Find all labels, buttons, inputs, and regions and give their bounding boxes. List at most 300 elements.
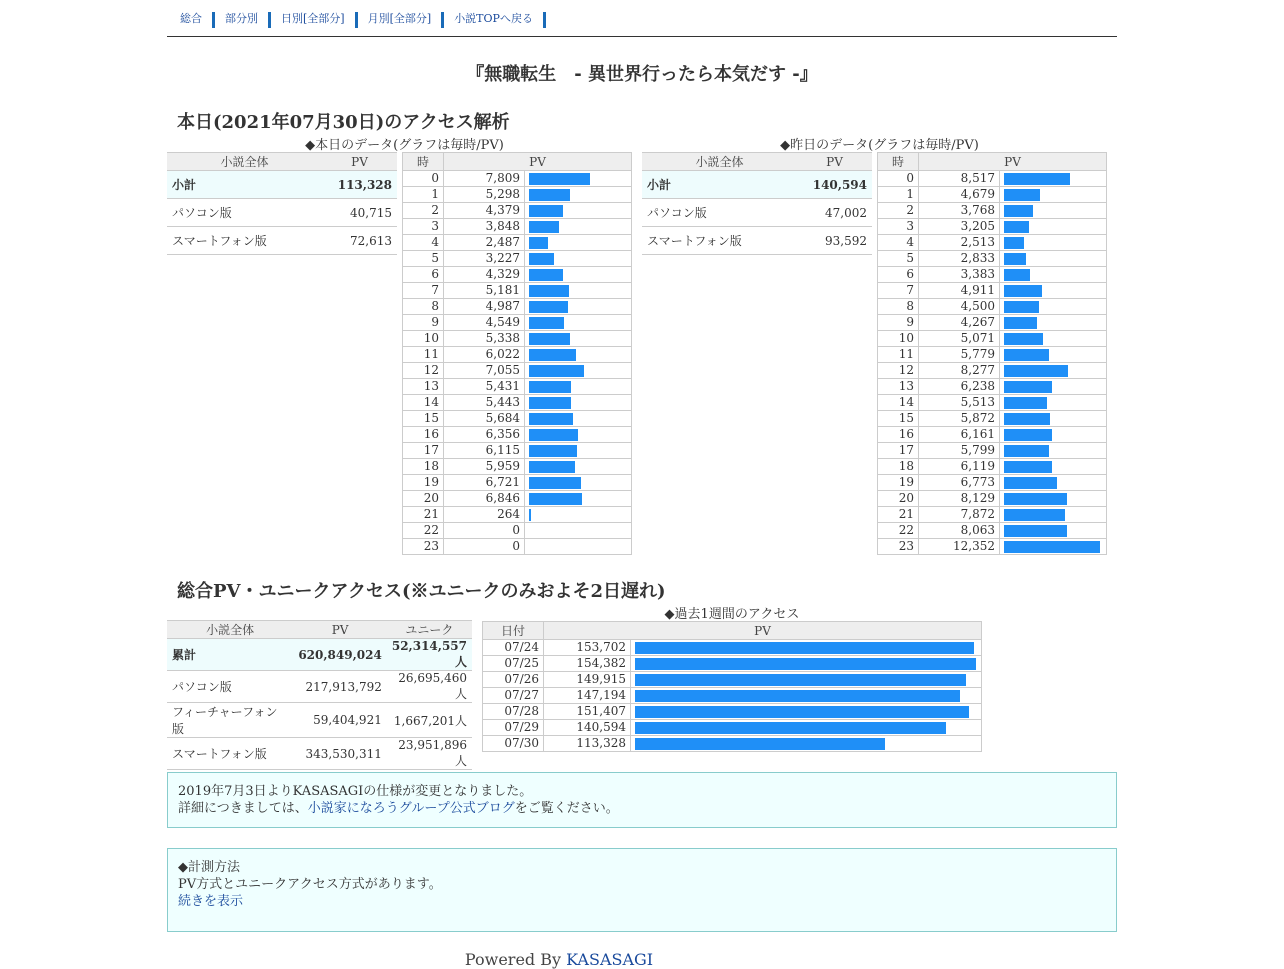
table-row bbox=[167, 639, 472, 671]
bar-cell bbox=[525, 331, 632, 347]
table-row bbox=[642, 171, 872, 199]
bar bbox=[635, 706, 969, 718]
row-pv: 59,404,921 bbox=[293, 703, 387, 738]
value-label: 7,809 bbox=[444, 171, 525, 187]
footer-prefix: Powered By bbox=[464, 950, 567, 969]
bar-cell bbox=[525, 235, 632, 251]
value-label: 113,328 bbox=[544, 736, 631, 752]
bar-cell bbox=[525, 251, 632, 267]
table-row bbox=[483, 704, 982, 720]
table-row bbox=[878, 219, 1107, 235]
bar-cell bbox=[525, 219, 632, 235]
col-pv: PV bbox=[544, 622, 982, 640]
bar bbox=[1004, 429, 1052, 441]
category-label: 07/25 bbox=[483, 656, 544, 672]
table-row bbox=[403, 395, 632, 411]
bar bbox=[635, 658, 976, 670]
table-row bbox=[878, 459, 1107, 475]
bar-cell bbox=[1000, 171, 1107, 187]
table-row bbox=[878, 395, 1107, 411]
category-label: 4 bbox=[878, 235, 919, 251]
bar-cell bbox=[1000, 523, 1107, 539]
table-row bbox=[403, 443, 632, 459]
bar bbox=[1004, 301, 1039, 313]
value-label: 153,702 bbox=[544, 640, 631, 656]
category-label: 07/28 bbox=[483, 704, 544, 720]
value-label: 12,352 bbox=[919, 539, 1000, 555]
bar-cell bbox=[525, 347, 632, 363]
row-label: 小計 bbox=[167, 171, 322, 199]
col-pv: PV bbox=[797, 153, 872, 171]
value-label: 4,987 bbox=[444, 299, 525, 315]
bar bbox=[1004, 285, 1042, 297]
bar bbox=[1004, 509, 1065, 521]
bar-cell bbox=[1000, 267, 1107, 283]
category-label: 8 bbox=[403, 299, 444, 315]
category-label: 22 bbox=[878, 523, 919, 539]
table-row bbox=[878, 411, 1107, 427]
table-row bbox=[483, 720, 982, 736]
bar bbox=[1004, 349, 1049, 361]
bar-cell bbox=[1000, 427, 1107, 443]
category-label: 6 bbox=[403, 267, 444, 283]
col-pv: PV bbox=[444, 153, 632, 171]
bar-cell bbox=[525, 187, 632, 203]
value-label: 7,055 bbox=[444, 363, 525, 379]
nav-by-part[interactable]: 部分別 bbox=[225, 12, 271, 28]
bar-cell bbox=[1000, 203, 1107, 219]
value-label: 5,181 bbox=[444, 283, 525, 299]
value-label: 4,679 bbox=[919, 187, 1000, 203]
table-row bbox=[403, 219, 632, 235]
bar bbox=[529, 509, 531, 521]
bar-cell bbox=[1000, 219, 1107, 235]
notice-line2-pre: 詳細につきましては、 bbox=[178, 801, 308, 816]
category-label: 1 bbox=[403, 187, 444, 203]
value-label: 3,848 bbox=[444, 219, 525, 235]
bar bbox=[1004, 365, 1068, 377]
col-all: 小説全体 bbox=[167, 621, 293, 639]
category-label: 19 bbox=[878, 475, 919, 491]
bar bbox=[635, 738, 885, 750]
page-container bbox=[167, 0, 1117, 909]
table-row bbox=[403, 235, 632, 251]
bar bbox=[529, 317, 564, 329]
value-label: 2,513 bbox=[919, 235, 1000, 251]
value-label: 8,517 bbox=[919, 171, 1000, 187]
category-label: 0 bbox=[878, 171, 919, 187]
bar-cell bbox=[1000, 395, 1107, 411]
row-value: 140,594 bbox=[797, 171, 872, 199]
category-label: 07/30 bbox=[483, 736, 544, 752]
bar bbox=[1004, 381, 1052, 393]
bar-cell bbox=[525, 443, 632, 459]
table-row bbox=[642, 199, 872, 227]
table-row bbox=[878, 251, 1107, 267]
col-all: 小説全体 bbox=[167, 153, 322, 171]
table-row bbox=[403, 411, 632, 427]
row-value: 93,592 bbox=[797, 227, 872, 255]
bar-cell bbox=[525, 171, 632, 187]
value-label: 5,071 bbox=[919, 331, 1000, 347]
col-hour: 時 bbox=[403, 153, 444, 171]
table-row bbox=[403, 459, 632, 475]
table-row bbox=[403, 379, 632, 395]
table-row bbox=[167, 671, 472, 703]
bar-cell bbox=[631, 720, 982, 736]
category-label: 6 bbox=[878, 267, 919, 283]
bar bbox=[1004, 541, 1100, 553]
spec-change-notice bbox=[167, 772, 1117, 828]
notice-line2 bbox=[178, 800, 1106, 817]
category-label: 17 bbox=[403, 443, 444, 459]
value-label: 140,594 bbox=[544, 720, 631, 736]
table-row bbox=[483, 656, 982, 672]
table-row bbox=[483, 640, 982, 656]
novel-title: 『無職転生 - 異世界行ったら本気だす -』 bbox=[466, 64, 818, 85]
table-row bbox=[483, 736, 982, 752]
measurement-text: PV方式とユニークアクセス方式があります。 bbox=[178, 877, 442, 892]
bar-cell bbox=[631, 656, 982, 672]
category-label: 21 bbox=[878, 507, 919, 523]
value-label: 6,846 bbox=[444, 491, 525, 507]
bar bbox=[1004, 461, 1052, 473]
bar-cell bbox=[1000, 491, 1107, 507]
bar-cell bbox=[525, 315, 632, 331]
bar bbox=[1004, 189, 1040, 201]
value-label: 3,227 bbox=[444, 251, 525, 267]
value-label: 8,129 bbox=[919, 491, 1000, 507]
value-label: 2,833 bbox=[919, 251, 1000, 267]
value-label: 5,298 bbox=[444, 187, 525, 203]
row-pv: 343,530,311 bbox=[293, 738, 387, 770]
bar bbox=[529, 365, 584, 377]
value-label: 5,779 bbox=[919, 347, 1000, 363]
col-all: 小説全体 bbox=[642, 153, 797, 171]
category-label: 11 bbox=[403, 347, 444, 363]
value-label: 4,500 bbox=[919, 299, 1000, 315]
bar bbox=[1004, 173, 1070, 185]
table-row bbox=[403, 491, 632, 507]
category-label: 0 bbox=[403, 171, 444, 187]
bar-cell bbox=[1000, 187, 1107, 203]
bar-cell bbox=[631, 640, 982, 656]
table-row bbox=[878, 267, 1107, 283]
top-nav bbox=[167, 0, 1117, 37]
col-pv: PV bbox=[322, 153, 397, 171]
bar bbox=[635, 642, 974, 654]
bar-cell bbox=[525, 539, 632, 555]
table-row bbox=[878, 443, 1107, 459]
kasasagi-link[interactable]: KASASAGI bbox=[566, 950, 654, 969]
value-label: 147,194 bbox=[544, 688, 631, 704]
table-row bbox=[878, 379, 1107, 395]
bar bbox=[529, 189, 570, 201]
table-row bbox=[878, 283, 1107, 299]
bar-cell bbox=[525, 491, 632, 507]
value-label: 3,205 bbox=[919, 219, 1000, 235]
category-label: 20 bbox=[403, 491, 444, 507]
table-row bbox=[403, 315, 632, 331]
bar-cell bbox=[1000, 379, 1107, 395]
bar-cell bbox=[525, 507, 632, 523]
row-value: 47,002 bbox=[797, 199, 872, 227]
bar-cell bbox=[525, 299, 632, 315]
category-label: 8 bbox=[878, 299, 919, 315]
value-label: 4,549 bbox=[444, 315, 525, 331]
category-label: 12 bbox=[403, 363, 444, 379]
table-row bbox=[403, 475, 632, 491]
today-hourly-table bbox=[402, 152, 632, 555]
category-label: 22 bbox=[403, 523, 444, 539]
bar-cell bbox=[525, 395, 632, 411]
bar-cell bbox=[1000, 331, 1107, 347]
today-summary-table bbox=[167, 152, 397, 255]
table-row bbox=[403, 299, 632, 315]
bar-cell bbox=[1000, 235, 1107, 251]
category-label: 14 bbox=[403, 395, 444, 411]
today-section-title: 本日(2021年07月30日)のアクセス解析 bbox=[177, 112, 510, 133]
bar bbox=[1004, 237, 1024, 249]
bar-cell bbox=[525, 267, 632, 283]
table-row bbox=[878, 523, 1107, 539]
value-label: 3,383 bbox=[919, 267, 1000, 283]
show-more-link[interactable]: 続きを表示 bbox=[178, 894, 244, 909]
category-label: 1 bbox=[878, 187, 919, 203]
bar-cell bbox=[1000, 443, 1107, 459]
category-label: 13 bbox=[878, 379, 919, 395]
value-label: 6,721 bbox=[444, 475, 525, 491]
category-label: 7 bbox=[403, 283, 444, 299]
bar-cell bbox=[631, 736, 982, 752]
bar bbox=[635, 722, 946, 734]
category-label: 17 bbox=[878, 443, 919, 459]
table-row bbox=[878, 315, 1107, 331]
weekly-table bbox=[482, 621, 982, 752]
bar bbox=[1004, 445, 1049, 457]
bar-cell bbox=[525, 203, 632, 219]
bar bbox=[529, 285, 569, 297]
category-label: 23 bbox=[878, 539, 919, 555]
category-label: 19 bbox=[403, 475, 444, 491]
table-row bbox=[878, 203, 1107, 219]
bar bbox=[529, 429, 578, 441]
table-row bbox=[167, 738, 472, 770]
table-row bbox=[403, 507, 632, 523]
col-unique: ユニーク bbox=[387, 621, 472, 639]
value-label: 6,119 bbox=[919, 459, 1000, 475]
bar bbox=[1004, 221, 1029, 233]
bar-cell bbox=[1000, 347, 1107, 363]
category-label: 18 bbox=[403, 459, 444, 475]
category-label: 10 bbox=[878, 331, 919, 347]
row-value: 72,613 bbox=[322, 227, 397, 255]
bar bbox=[635, 674, 966, 686]
value-label: 5,684 bbox=[444, 411, 525, 427]
row-label: パソコン版 bbox=[167, 671, 293, 703]
category-label: 07/24 bbox=[483, 640, 544, 656]
notice-line1: 2019年7月3日よりKASASAGIの仕様が変更となりました。 bbox=[178, 784, 533, 799]
category-label: 15 bbox=[878, 411, 919, 427]
bar bbox=[529, 381, 571, 393]
value-label: 4,267 bbox=[919, 315, 1000, 331]
bar bbox=[529, 397, 571, 409]
total-summary-table bbox=[167, 620, 472, 770]
bar-cell bbox=[1000, 507, 1107, 523]
bar-cell bbox=[525, 475, 632, 491]
category-label: 10 bbox=[403, 331, 444, 347]
table-row bbox=[878, 299, 1107, 315]
value-label: 5,431 bbox=[444, 379, 525, 395]
value-label: 4,379 bbox=[444, 203, 525, 219]
category-label: 15 bbox=[403, 411, 444, 427]
nav-daily[interactable]: 日別[全部分] bbox=[281, 12, 358, 28]
nav-monthly[interactable]: 月別[全部分] bbox=[368, 12, 445, 28]
bar bbox=[529, 237, 548, 249]
table-row bbox=[403, 267, 632, 283]
value-label: 3,768 bbox=[919, 203, 1000, 219]
table-row bbox=[878, 507, 1107, 523]
bar-cell bbox=[1000, 539, 1107, 555]
bar bbox=[529, 445, 577, 457]
table-row bbox=[403, 251, 632, 267]
category-label: 07/29 bbox=[483, 720, 544, 736]
row-label: パソコン版 bbox=[642, 199, 797, 227]
category-label: 5 bbox=[403, 251, 444, 267]
row-unique: 52,314,557人 bbox=[387, 639, 472, 671]
category-label: 11 bbox=[878, 347, 919, 363]
value-label: 5,799 bbox=[919, 443, 1000, 459]
bar-cell bbox=[525, 411, 632, 427]
bar bbox=[1004, 525, 1067, 537]
table-row bbox=[878, 171, 1107, 187]
value-label: 4,911 bbox=[919, 283, 1000, 299]
value-label: 5,443 bbox=[444, 395, 525, 411]
category-label: 23 bbox=[403, 539, 444, 555]
bar-cell bbox=[1000, 363, 1107, 379]
notice-line2-post: をご覧ください。 bbox=[514, 801, 619, 816]
category-label: 9 bbox=[403, 315, 444, 331]
value-label: 149,915 bbox=[544, 672, 631, 688]
bar-cell bbox=[1000, 411, 1107, 427]
category-label: 2 bbox=[403, 203, 444, 219]
table-row bbox=[878, 491, 1107, 507]
table-row bbox=[403, 427, 632, 443]
yesterday-caption: ◆昨日のデータ(グラフは毎時/PV) bbox=[780, 138, 979, 153]
bar bbox=[529, 413, 573, 425]
bar bbox=[1004, 397, 1047, 409]
row-label: フィーチャーフォン版 bbox=[167, 703, 293, 738]
table-row bbox=[403, 203, 632, 219]
value-label: 4,329 bbox=[444, 267, 525, 283]
category-label: 3 bbox=[403, 219, 444, 235]
row-unique: 1,667,201人 bbox=[387, 703, 472, 738]
bar bbox=[529, 253, 554, 265]
yesterday-hourly-table bbox=[877, 152, 1107, 555]
table-row bbox=[403, 523, 632, 539]
bar bbox=[1004, 413, 1050, 425]
bar bbox=[529, 205, 563, 217]
value-label: 6,238 bbox=[919, 379, 1000, 395]
bar bbox=[1004, 317, 1037, 329]
value-label: 5,872 bbox=[919, 411, 1000, 427]
table-row bbox=[878, 187, 1107, 203]
bar bbox=[529, 301, 568, 313]
col-pv: PV bbox=[293, 621, 387, 639]
official-blog-link[interactable]: 小説家になろうグループ公式ブログ bbox=[307, 801, 515, 816]
category-label: 20 bbox=[878, 491, 919, 507]
category-label: 5 bbox=[878, 251, 919, 267]
category-label: 2 bbox=[878, 203, 919, 219]
bar bbox=[529, 333, 570, 345]
bar bbox=[529, 173, 590, 185]
table-row bbox=[483, 688, 982, 704]
value-label: 5,338 bbox=[444, 331, 525, 347]
nav-back-to-top[interactable]: 小説TOPへ戻る bbox=[454, 12, 546, 28]
row-unique: 26,695,460人 bbox=[387, 671, 472, 703]
value-label: 6,115 bbox=[444, 443, 525, 459]
category-label: 16 bbox=[403, 427, 444, 443]
measurement-heading: ◆計測方法 bbox=[178, 860, 240, 875]
bar bbox=[1004, 333, 1043, 345]
category-label: 18 bbox=[878, 459, 919, 475]
category-label: 12 bbox=[878, 363, 919, 379]
value-label: 264 bbox=[444, 507, 525, 523]
table-row bbox=[483, 672, 982, 688]
table-row bbox=[167, 227, 397, 255]
col-date: 日付 bbox=[483, 622, 544, 640]
value-label: 0 bbox=[444, 539, 525, 555]
row-label: スマートフォン版 bbox=[167, 738, 293, 770]
total-section-title: 総合PV・ユニークアクセス(※ユニークのみおよそ2日遅れ) bbox=[177, 581, 666, 602]
value-label: 5,959 bbox=[444, 459, 525, 475]
bar-cell bbox=[1000, 475, 1107, 491]
table-row bbox=[403, 539, 632, 555]
table-row bbox=[878, 347, 1107, 363]
bar bbox=[529, 461, 575, 473]
category-label: 9 bbox=[878, 315, 919, 331]
row-label: スマートフォン版 bbox=[642, 227, 797, 255]
nav-total[interactable]: 総合 bbox=[175, 12, 215, 28]
value-label: 2,487 bbox=[444, 235, 525, 251]
bar-cell bbox=[631, 688, 982, 704]
value-label: 5,513 bbox=[919, 395, 1000, 411]
table-row bbox=[878, 427, 1107, 443]
bar-cell bbox=[1000, 299, 1107, 315]
value-label: 6,773 bbox=[919, 475, 1000, 491]
measurement-notice bbox=[167, 848, 1117, 932]
bar-cell bbox=[1000, 315, 1107, 331]
bar-cell bbox=[525, 459, 632, 475]
table-row bbox=[167, 199, 397, 227]
table-row bbox=[878, 475, 1107, 491]
yesterday-summary-table bbox=[642, 152, 872, 255]
row-label: 小計 bbox=[642, 171, 797, 199]
row-label: パソコン版 bbox=[167, 199, 322, 227]
bar bbox=[1004, 477, 1057, 489]
table-row bbox=[878, 235, 1107, 251]
bar-cell bbox=[1000, 251, 1107, 267]
value-label: 8,277 bbox=[919, 363, 1000, 379]
bar bbox=[529, 493, 582, 505]
table-row bbox=[403, 187, 632, 203]
category-label: 7 bbox=[878, 283, 919, 299]
value-label: 151,407 bbox=[544, 704, 631, 720]
row-pv: 620,849,024 bbox=[293, 639, 387, 671]
bar-cell bbox=[525, 283, 632, 299]
value-label: 6,161 bbox=[919, 427, 1000, 443]
bar-cell bbox=[1000, 459, 1107, 475]
